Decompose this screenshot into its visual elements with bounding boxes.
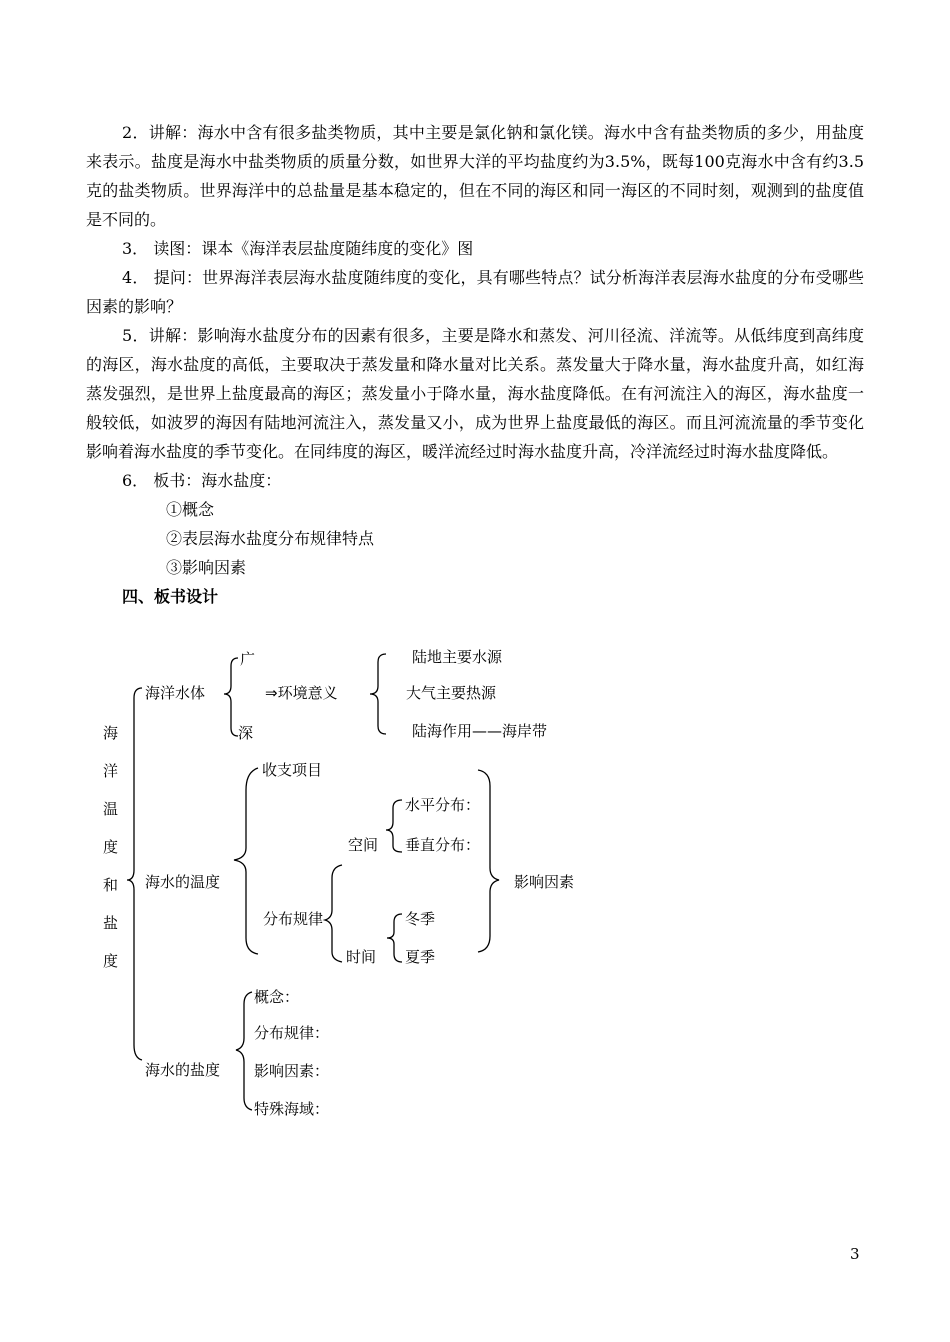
board-item-factors: ③影响因素 [166, 558, 247, 577]
wide-label: 广 [240, 650, 256, 668]
summer-label: 夏季 [405, 948, 436, 966]
meaning-item-2: 大气主要热源 [406, 684, 497, 702]
factors-brace [478, 770, 499, 952]
board-item-distribution: ②表层海水盐度分布规律特点 [166, 529, 375, 548]
salinity-distribution: 分布规律： [254, 1024, 330, 1042]
water-body-label: 海洋水体 [145, 684, 206, 702]
distribution-label: 分布规律 [263, 910, 324, 928]
space-label: 空间 [348, 836, 379, 854]
salinity-concept: 概念： [254, 988, 300, 1006]
temperature-brace [234, 768, 258, 954]
salinity-special-areas: 特殊海域： [254, 1100, 330, 1118]
root-brace [127, 688, 142, 1060]
salinity-label: 海水的盐度 [145, 1061, 221, 1079]
distribution-brace [325, 865, 342, 962]
meaning-brace [370, 654, 386, 734]
salinity-brace [236, 992, 252, 1110]
meaning-item-3: 陆海作用——海岸带 [412, 722, 548, 740]
time-brace [387, 914, 402, 962]
board-item-concept: ①概念 [166, 500, 215, 519]
section-title: 四、板书设计 [122, 587, 219, 606]
vertical-distribution: 垂直分布： [405, 836, 481, 854]
space-brace [386, 800, 402, 852]
root-char-4: 度 [103, 838, 119, 856]
water-body-brace [224, 658, 238, 736]
paragraph-2-lecture: 2．讲解：海水中含有很多盐类物质，其中主要是氯化钠和氯化镁。海水中含有盐类物质的多少，用盐度来表示。盐度是海水中盐类物质的质量分数，如世界大洋的平均盐度约为3.5%，既每100克海水中含有约3.5克的盐类物质。世界海洋中的总盐量是基本稳定的，但在不同的海区和同一海区的不同时刻，观测到的盐度值是不同的。 [86, 123, 864, 229]
page-number: 3 [850, 1245, 860, 1263]
winter-label: 冬季 [405, 910, 436, 928]
root-char-2: 洋 [103, 762, 119, 780]
time-label: 时间 [346, 948, 377, 966]
paragraph-6-board: 6． 板书：海水盐度： [122, 471, 282, 490]
meaning-item-1: 陆地主要水源 [412, 648, 503, 666]
salinity-factors: 影响因素： [254, 1062, 330, 1080]
deep-label: 深 [238, 724, 254, 742]
env-meaning-label: ⇒环境意义 [265, 684, 338, 702]
root-char-5: 和 [103, 876, 119, 894]
paragraph-5-lecture: 5．讲解：影响海水盐度分布的因素有很多，主要是降水和蒸发、河川径流、洋流等。从低纬度到高纬度的海区，海水盐度的高低，主要取决于蒸发量和降水量对比关系。蒸发量大于降水量，海水盐度升高，如红海蒸发强烈，是世界上盐度最高的海区；蒸发量小于降水量，海水盐度降低。在有河流注入的海区，海水盐度一般较低，如波罗的海因有陆地河流注入，蒸发量又小，成为世界上盐度最低的海区。而且河流流量的季节变化影响着海水盐度的季节变化。在同纬度的海区，暖洋流经过时海水盐度升高，冷洋流经过时海水盐度降低。 [86, 326, 864, 461]
temperature-label: 海水的温度 [145, 873, 221, 891]
root-char-6: 盐 [103, 914, 119, 932]
factors-label: 影响因素 [514, 873, 575, 891]
root-char-1: 海 [103, 724, 119, 742]
paragraph-4-question: 4． 提问：世界海洋表层海水盐度随纬度的变化，具有哪些特点？试分析海洋表层海水盐度的分布受哪些因素的影响？ [86, 268, 864, 316]
budget-label: 收支项目 [262, 761, 323, 779]
horizontal-distribution: 水平分布： [405, 796, 481, 814]
root-char-3: 温 [103, 800, 119, 818]
paragraph-3-read-figure: 3． 读图：课本《海洋表层盐度随纬度的变化》图 [122, 239, 474, 258]
root-char-7: 度 [103, 952, 119, 970]
